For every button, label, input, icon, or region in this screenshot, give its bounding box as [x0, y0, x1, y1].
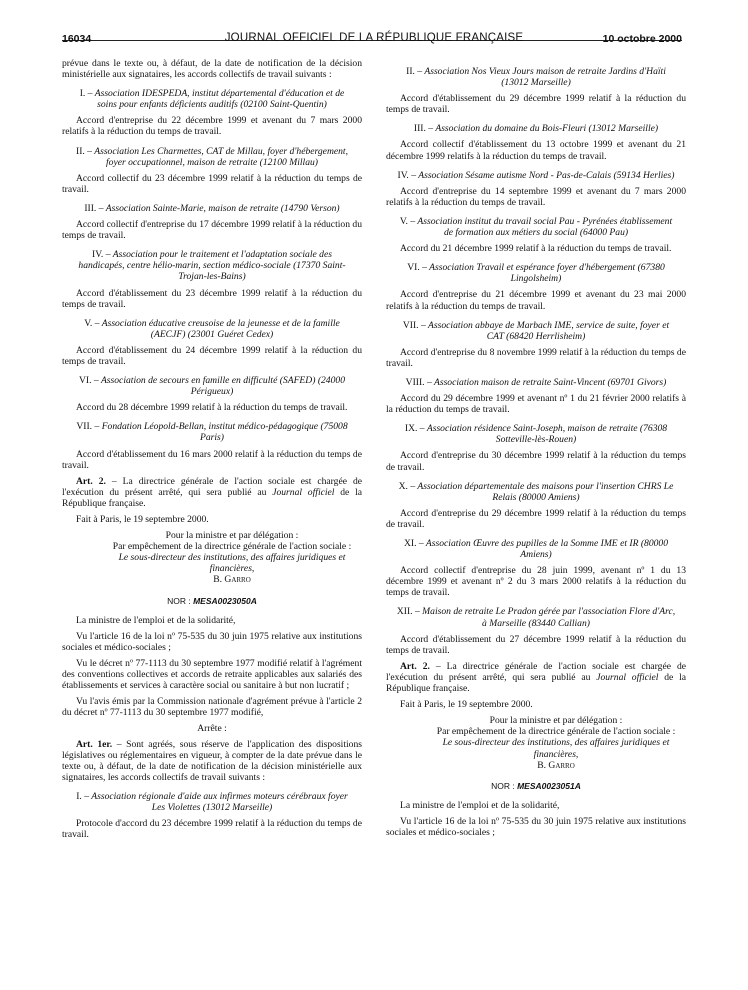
- page-number: 16034: [62, 33, 92, 45]
- section-body: Accord collectif d'établissement du 13 octobre 1999 et avenant du 21 décembre 1999 relatifs à la réduction du temps de travail.: [386, 139, 686, 162]
- section-body: Accord d'établissement du 24 décembre 1999 relatif à la réduction du temps de travail.: [62, 344, 362, 367]
- section-heading: IV. – Association pour le traitement et l'adaptation sociale des handicapés, centre hélio-marin, section médico-sociale (17370 Saint-Trojan-les-Bains): [78, 249, 346, 283]
- nor-reference: NOR : MESA0023050A: [167, 595, 257, 606]
- nor-reference: NOR : MESA0023051A: [491, 780, 581, 791]
- section-heading: XI. – Association Œuvre des pupilles de la Somme IME et IR (80000 Amiens): [403, 538, 669, 561]
- section-body: Accord d'entreprise du 30 décembre 1999 relatif à la réduction du temps de travail.: [386, 450, 686, 473]
- section-body: Accord d'établissement du 27 décembre 1999 relatif à la réduction du temps de travail.: [386, 633, 686, 656]
- section-heading: VIII. – Association maison de retraite Saint-Vincent (69701 Givors): [405, 376, 667, 388]
- article-2: Art. 2. – La directrice générale de l'action sociale est chargée de l'exécution du présent arrêté, qui sera publié au Journal officiel de la République française.: [386, 660, 686, 695]
- section-body: Accord d'établissement du 29 décembre 1999 relatif à la réduction du temps de travail.: [386, 93, 686, 116]
- section-body: Accord d'entreprise du 8 novembre 1999 relatif à la réduction du temps de travail.: [386, 346, 686, 369]
- section-body: Accord du 28 décembre 1999 relatif à la réduction du temps de travail.: [76, 402, 348, 414]
- section-heading: III. – Association du domaine du Bois-Fleuri (13012 Marseille): [413, 123, 659, 135]
- vu-2: Vu le décret nº 77-1113 du 30 septembre 1977 modifié relatif à l'agrément des conventions collectives et accords de retraite applicables aux salariés des établissements et services à caractère social ou sanitaire à but non lucratif ;: [62, 657, 362, 692]
- section-heading: IX. – Association résidence Saint-Joseph, maison de retraite (76308 Sotteville-lès-Rouen): [404, 423, 668, 446]
- left-column: [62, 58, 362, 845]
- section-heading: III. – Association Sainte-Marie, maison de retraite (14790 Verson): [84, 202, 340, 214]
- section-heading: II. – Association Les Charmettes, CAT de Millau, foyer d'hébergement, foyer occupationnel, maison de retraite (12100 Millau): [76, 145, 348, 168]
- arrete: Arrête :: [197, 723, 227, 735]
- issue-date: 10 octobre 2000: [602, 33, 682, 45]
- vu-1: Vu l'article 16 de la loi nº 75-535 du 30 juin 1975 relative aux institutions sociales et médico-sociales ;: [62, 630, 362, 653]
- article-1: Art. 1er. – Sont agréés, sous réserve de l'application des dispositions législatives ou réglementaires en vigueur, à compter de la date prévue dans le texte ou, à défaut, de la date de notification de la décision ministérielle aux signataires, les accords collectifs de travail suivants :: [62, 738, 363, 783]
- section-body: Accord d'établissement du 16 mars 2000 relatif à la réduction du temps de travail.: [62, 448, 362, 471]
- right-sections: [386, 66, 686, 656]
- section-body: Accord collectif d'entreprise du 17 décembre 1999 relatif à la réduction du temps de travail.: [62, 219, 362, 242]
- signature-block: Pour la ministre et par délégation : Par empêchement de la directrice générale de l'action sociale : Le sous-directeur des institutions, des affaires juridiques et financières, B. Garro: [436, 715, 676, 771]
- section-heading: V. – Association institut du travail social Pau - Pyrénées établissement de formation aux métiers du social (64000 Pau): [399, 215, 673, 239]
- section-body: Accord d'établissement du 23 décembre 1999 relatif à la réduction du temps de travail.: [62, 287, 362, 310]
- section-heading: I. – Association régionale d'aide aux infirmes moteurs cérébraux foyer Les Violettes (13012 Marseille): [76, 790, 348, 813]
- section-body: Accord collectif d'entreprise du 28 juin 1999, avenant nº 1 du 13 décembre 1999 et avenant nº 2 du 3 mars 2000 relatifs à la réduction du temps de travail.: [386, 565, 686, 599]
- section-heading: II. – Association Nos Vieux Jours maison de retraite Jardins d'Haïti (13012 Marseille): [406, 66, 666, 89]
- section-body: Accord du 21 décembre 1999 relatif à la réduction du temps de travail.: [400, 243, 672, 255]
- section-heading: VI. – Association de secours en famille en difficulté (SAFED) (24000 Périgueux): [78, 375, 345, 398]
- vu-1: Vu l'article 16 de la loi nº 75-535 du 30 juin 1975 relative aux institutions sociales et médico-sociales ;: [386, 815, 686, 838]
- section-body: Accord du 29 décembre 1999 et avenant nº 1 du 21 février 2000 relatifs à la réduction du temps de travail.: [386, 393, 686, 416]
- section-body: Accord d'entreprise du 14 septembre 1999 et avenant du 7 mars 2000 relatifs à la réduction du temps de travail.: [386, 185, 686, 208]
- section-body: Accord collectif du 23 décembre 1999 relatif à la réduction du temps de travail.: [62, 172, 362, 195]
- section-heading: IV. – Association Sésame autisme Nord - Pas-de-Calais (59134 Herlies): [397, 169, 675, 181]
- vu-3: Vu l'avis émis par la Commission nationale d'agrément prévue à l'article 2 du décret nº 77-1113 du 30 septembre 1977 modifié,: [62, 696, 362, 719]
- section-body: Accord d'entreprise du 29 décembre 1999 relatif à la réduction du temps de travail.: [386, 507, 686, 530]
- signature-block: Pour la ministre et par délégation : Par empêchement de la directrice générale de l'action sociale : Le sous-directeur des institutions, des affaires juridiques et financières, B. Garro: [112, 530, 352, 586]
- journal-title: JOURNAL OFFICIEL DE LA RÉPUBLIQUE FRANÇAISE: [224, 32, 524, 44]
- section-heading: VII. – Fondation Léopold-Bellan, institut médico-pédagogique (75008 Paris): [76, 421, 348, 444]
- article-2: Art. 2. – La directrice générale de l'action sociale est chargée de l'exécution du présent arrêté, qui sera publié au Journal officiel de la République française.: [62, 475, 362, 509]
- right-column: [386, 58, 686, 843]
- fait-a-paris: Fait à Paris, le 19 septembre 2000.: [400, 699, 533, 711]
- left-sections: [62, 88, 362, 471]
- section-body: Accord d'entreprise du 22 décembre 1999 et avenant du 7 mars 2000 relatifs à la réduction du temps de travail.: [62, 115, 362, 138]
- ministre-line: La ministre de l'emploi et de la solidarité,: [76, 614, 236, 626]
- fait-a-paris: Fait à Paris, le 19 septembre 2000.: [76, 514, 209, 525]
- section-body: Accord d'entreprise du 21 décembre 1999 et avenant du 23 mai 2000 relatifs à la réduction du temps de travail.: [386, 289, 686, 312]
- section-heading: XII. – Maison de retraite Le Pradon gérée par l'association Flore d'Arc, à Marseille (83440 Callian): [396, 606, 676, 629]
- intro-paragraph: prévue dans le texte ou, à défaut, de la date de notification de la décision ministérielle aux signataires, les accords collectifs de travail suivants :: [62, 58, 362, 81]
- section-heading: X. – Association départementale des maisons pour l'insertion CHRS Le Relais (80000 Amiens): [398, 480, 674, 503]
- section-heading: V. – Association éducative creusoise de la jeunesse et de la famille (AECJF) (23001 Guéret Cedex): [84, 317, 340, 340]
- section-heading: I. – Association IDESPEDA, institut départemental d'éducation et de soins pour enfants déficients auditifs (02100 Saint-Quentin): [79, 88, 345, 111]
- section-body: Protocole d'accord du 23 décembre 1999 relatif à la réduction du temps de travail.: [62, 818, 362, 841]
- section-heading: VII. – Association abbaye de Marbach IME, service de suite, foyer et CAT (68420 Herrlisheim): [402, 319, 670, 342]
- section-heading: VI. – Association Travail et espérance foyer d'hébergement (67380 Lingolsheim): [407, 262, 665, 285]
- ministre-line: La ministre de l'emploi et de la solidarité,: [400, 799, 560, 811]
